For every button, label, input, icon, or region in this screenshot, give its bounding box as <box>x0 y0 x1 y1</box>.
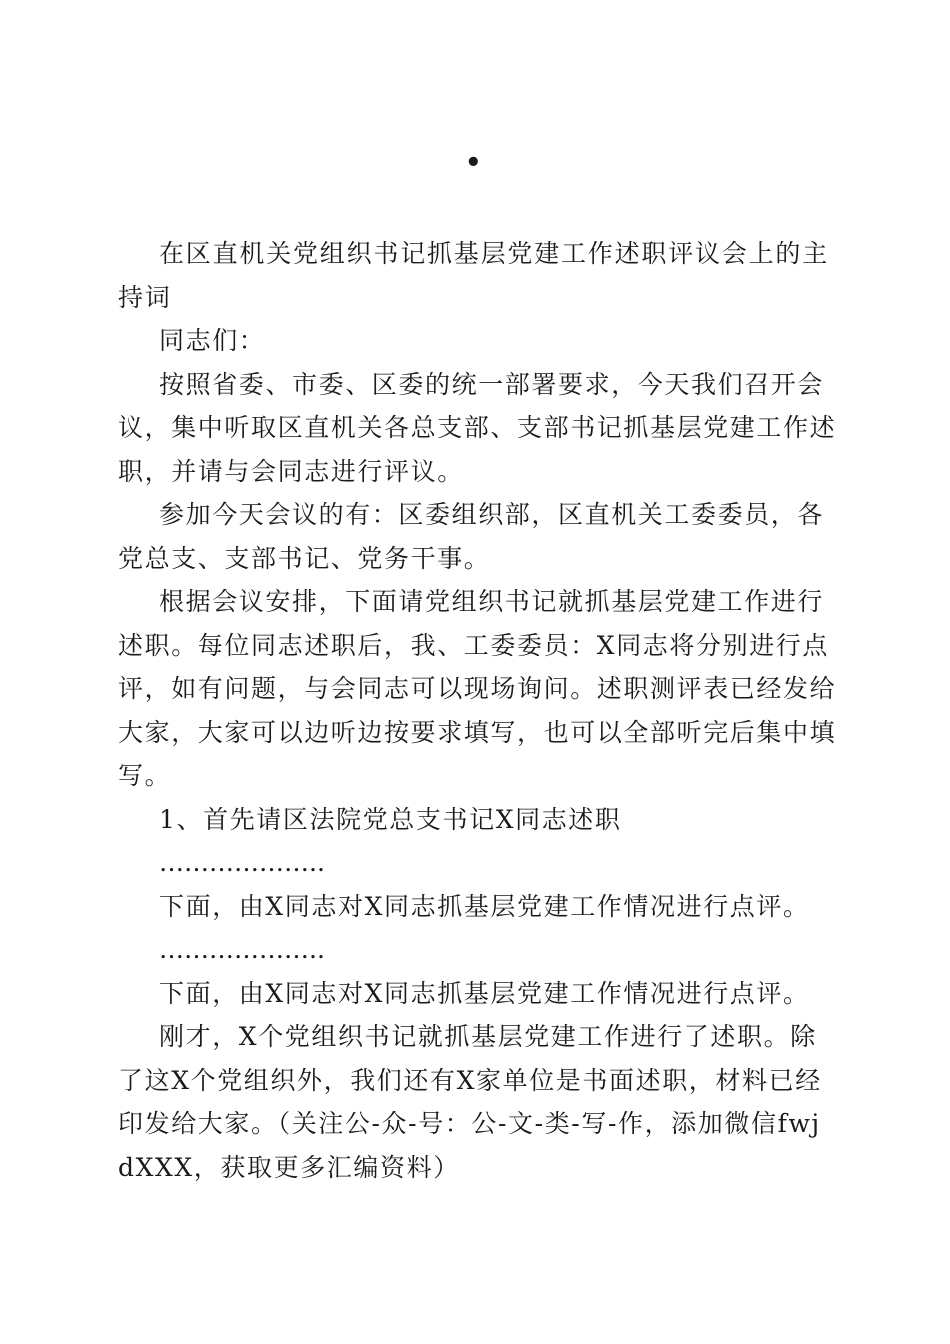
document-title: 在区直机关党组织书记抓基层党建工作述职评议会上的主持词 <box>118 239 830 312</box>
paragraph-review: 下面，由X同志对X同志抓基层党建工作情况进行点评。 <box>159 891 810 921</box>
paragraph-attendees: 参加今天会议的有：区委组织部，区直机关工委委员，各党总支、支部书记、党务干事。 <box>118 500 825 573</box>
paragraph-first-speaker: 1、首先请区法院党总支书记X同志述职 <box>159 804 622 834</box>
paragraph-review: 下面，由X同志对X同志抓基层党建工作情况进行点评。 <box>159 978 810 1008</box>
salutation: 同志们： <box>159 326 266 355</box>
ellipsis-line: ……………….. <box>159 935 325 964</box>
paragraph-arrangement: 根据会议安排，下面请党组织书记就抓基层党建工作进行述职。每位同志述职后，我、工委委员：X同志将分别进行点评，如有问题，与会同志可以现场询问。述职测评表已经发给大家，大家可以边听边按要求填写，也可以全部听完后集中填写。 <box>118 587 837 790</box>
paragraph-intro: 按照省委、市委、区委的统一部署要求，今天我们召开会议，集中听取区直机关各总支部、支部书记抓基层党建工作述职，并请与会同志进行评议。 <box>118 369 837 486</box>
bullet-mark: • <box>465 148 482 178</box>
ellipsis-line: ……………….. <box>159 848 325 877</box>
paragraph-closing: 刚才，X个党组织书记就抓基层党建工作进行了述职。除了这X个党组织外，我们还有X家单位是书面述职，材料已经印发给大家。（关注公-众-号：公-文-类-写-作，添加微信fwjdXXX，获取更多汇编资料） <box>118 1022 822 1182</box>
document-body <box>118 232 838 1189</box>
